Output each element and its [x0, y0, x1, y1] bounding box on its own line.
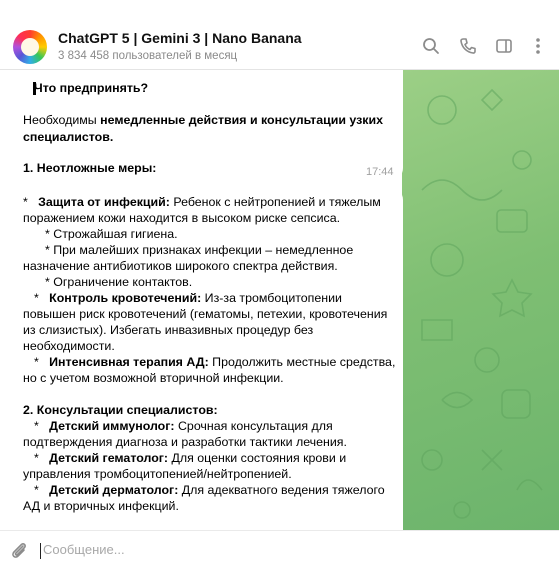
message-text: * Интенсивная терапия АД: Продолжить местные средства,	[34, 355, 396, 369]
member-count: 3 834 458 пользователей в месяц	[58, 50, 238, 62]
message-text: повышен риск кровотечений (гематомы, петехии, кровотечения	[23, 307, 388, 321]
message-text: из слизистых). Избегать инвазивных процедур без	[23, 323, 314, 337]
message-text: * Контроль кровотечений: Из-за тромбоцитопении	[34, 291, 342, 305]
message-text: Необходимы немедленные действия и консультации узких	[23, 113, 383, 127]
avatar[interactable]	[13, 30, 47, 64]
message-text: * Строжайшая гигиена.	[45, 227, 178, 241]
message-text: * Детский иммунолог: Срочная консультация для	[34, 419, 333, 433]
search-icon[interactable]	[420, 35, 442, 57]
message-text: * Защита от инфекций: Ребенок с нейтропенией и тяжелым	[23, 195, 381, 209]
section-heading: 2. Консультации специалистов:	[23, 403, 218, 417]
message-text: назначение антибиотиков широкого спектра действия.	[23, 259, 338, 273]
message-heading: Что предпринять?	[34, 81, 149, 95]
sidebar-toggle-icon[interactable]	[493, 35, 515, 57]
message-text: управления тромбоцитопенией/нейтропенией.	[23, 467, 292, 481]
chat-area[interactable]	[0, 70, 559, 530]
message-text: * Детский дерматолог: Для адекватного ведения тяжелого	[34, 483, 385, 497]
section-heading: 1. Неотложные меры:	[23, 161, 157, 175]
message-bubble[interactable]	[11, 186, 403, 530]
message-input[interactable]	[43, 542, 523, 557]
more-icon[interactable]	[527, 35, 549, 57]
chat-wallpaper	[402, 70, 559, 530]
phone-icon[interactable]	[457, 35, 479, 57]
message-time: 17:44	[366, 166, 394, 178]
message-text: * При малейших признаках инфекции – немедленное	[45, 243, 354, 257]
message-text: но с учетом возможной вторичной инфекции.	[23, 371, 284, 385]
chat-header	[0, 22, 559, 70]
message-text: поражением кожи находится в высоком риске сепсиса.	[23, 211, 341, 225]
chat-title[interactable]: ChatGPT 5 | Gemini 3 | Nano Banana	[58, 30, 302, 46]
paperclip-icon[interactable]	[8, 540, 30, 562]
message-text: необходимости.	[23, 339, 115, 353]
message-text: специалистов.	[23, 130, 114, 144]
message-text: * Ограничение контактов.	[45, 275, 193, 289]
message-text: подтверждения диагноза и разработки тактики лечения.	[23, 435, 347, 449]
message-composer	[0, 530, 559, 570]
text-caret	[40, 543, 41, 559]
message-text: АД и вторичных инфекций.	[23, 499, 179, 513]
message-text: * Детский гематолог: Для оценки состояния крови и	[34, 451, 347, 465]
message-bubble[interactable]	[11, 70, 403, 182]
window-top-strip	[0, 0, 559, 22]
